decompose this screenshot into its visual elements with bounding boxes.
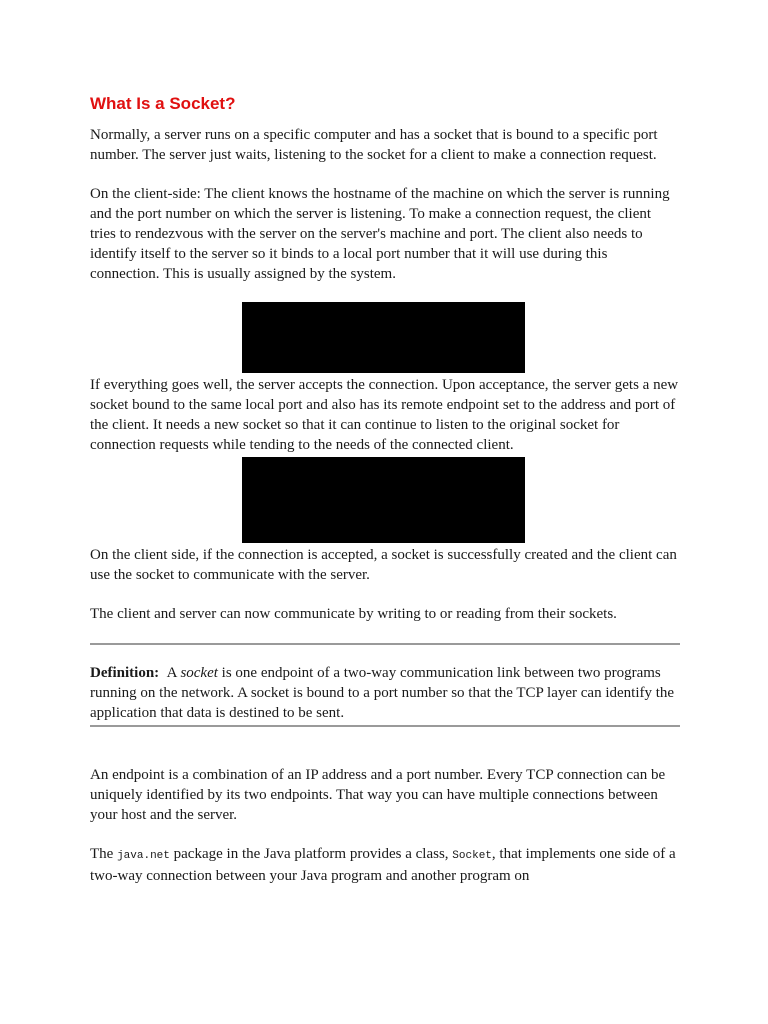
definition-block [90, 663, 680, 723]
definition-top-divider [90, 643, 680, 645]
socket-class-code: Socket [452, 850, 492, 862]
paragraph-client-accepted: On the client side, if the connection is accepted, a socket is successfully created and the client can use the socket to communicate with the server. [90, 547, 677, 583]
definition-text: is one endpoint of a two-way communication link between two programs running on the network. A socket is bound to a port number so that the TCP layer can identify the application that data is destined to be sent. [90, 665, 675, 721]
java-net-tail-text: , that implements one side of a two-way connection between your Java program and another program on [90, 846, 676, 884]
connection-established-diagram [242, 457, 525, 543]
paragraph-communicate: The client and server can now communicate by writing to or reading from their sockets. [90, 606, 617, 622]
java-net-mid-text: package in the Java platform provides a class, [173, 846, 449, 862]
paragraph-server-accepts: If everything goes well, the server accepts the connection. Upon acceptance, the server gets a new socket bound to the same local port and also has its remote endpoint set to the address and port of the client. It needs a new socket so that it can continue to listen to the original socket for connection requests while tending to the needs of the connected client. [90, 377, 679, 453]
connection-request-diagram [242, 302, 525, 373]
definition-term: socket [180, 665, 218, 681]
paragraph-java-net [90, 844, 680, 886]
document-page [90, 90, 680, 886]
java-net-the: The [90, 846, 114, 862]
paragraph-client-side: On the client-side: The client knows the hostname of the machine on which the server is running and the port number on which the server is listening. To make a connection request, the client tries to rendezvous with the server on the server's machine and port. The client also needs to identify itself to the server so it binds to a local port number that it will use during this connection. This is usually assigned by the system. [90, 186, 670, 282]
paragraph-endpoint: An endpoint is a combination of an IP address and a port number. Every TCP connection can be uniquely identified by its two endpoints. That way you can have multiple connections between your host and the server. [90, 767, 666, 823]
definition-bottom-divider [90, 725, 680, 727]
section-heading: What Is a Socket? [90, 94, 236, 113]
java-net-package-code: java.net [117, 850, 170, 862]
definition-label: Definition: [90, 665, 160, 681]
paragraph-server-listening: Normally, a server runs on a specific computer and has a socket that is bound to a specific port number. The server just waits, listening to the socket for a client to make a connection request. [90, 127, 658, 163]
definition-prefix: A [166, 665, 177, 681]
